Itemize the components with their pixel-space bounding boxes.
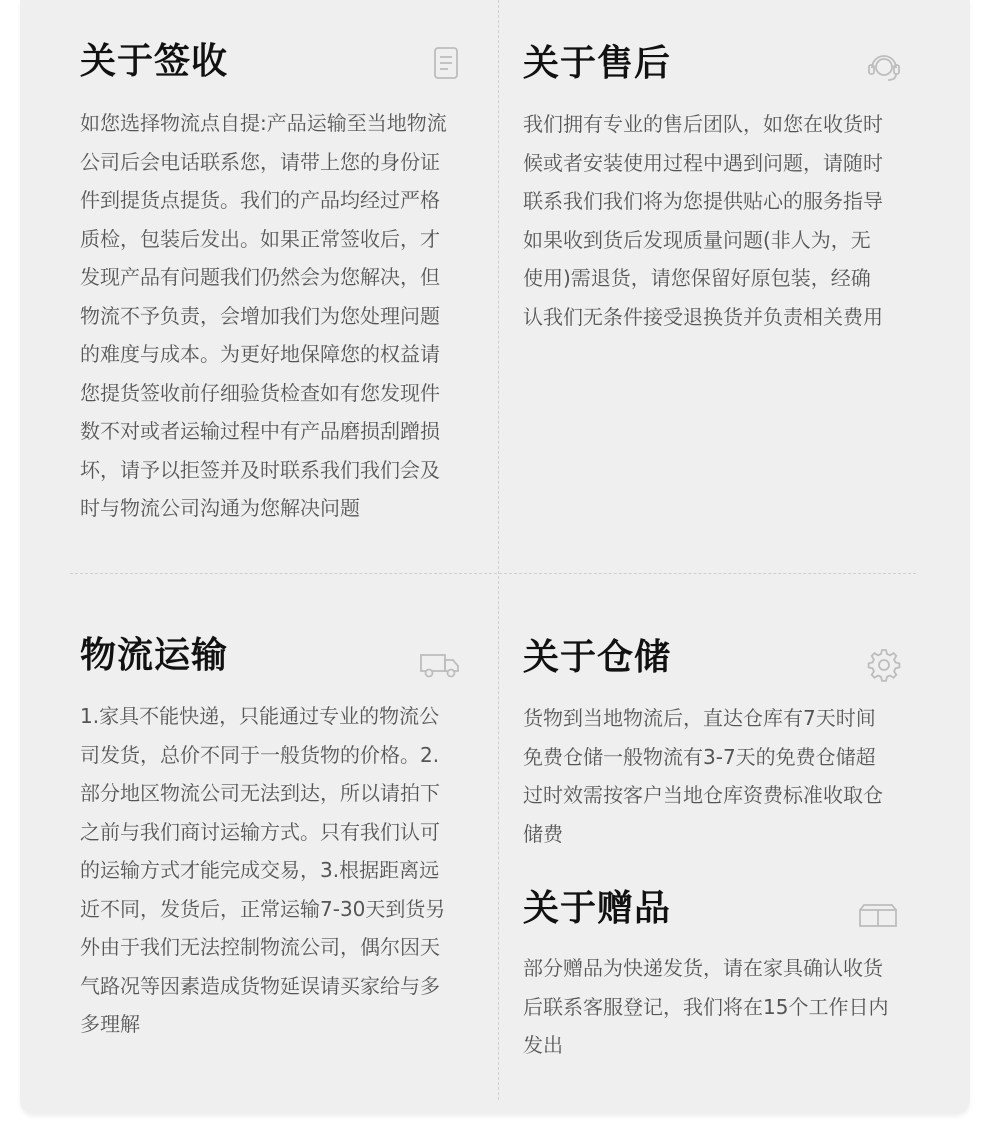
headset-icon: [864, 46, 904, 86]
gift-box-icon: [856, 898, 900, 938]
section-body: 1.家具不能快递，只能通过专业的物流公 司发货，总价不同于一般货物的价格。2. 部分地区物流公司无法到达，所以请拍下 之前与我们商讨运输方式。只有我们认可 的运输方式才能完成交易，3.根据距离远 近不同，发货后，正常运输7-30天到货另 外由于我们无法控制物流公司，偶尔因天 气路况等因素造成货物延误请买家给与多 多理解: [80, 704, 446, 1036]
horizontal-divider: [70, 573, 916, 574]
truck-icon: [418, 646, 462, 686]
section-logistics: [80, 634, 490, 1064]
document-icon: [428, 44, 468, 84]
vertical-divider: [498, 0, 499, 1100]
section-body: 如您选择物流点自提:产品运输至当地物流 公司后会电话联系您，请带上您的身份证 件到提货点提货。我们的产品均经过严格 质检，包装后发出。如果正常签收后，才 发现产品有问题我们仍然会为您解决，但 物流不予负责，会增加我们为您处理问题 的难度与成本。为更好地保障您的权益请 您提货签收前仔细验货检查如有您发现件 数不对或者运输过程中有产品磨损刮蹭损 坏，请予以拒签并及时联系我们我们会及 时与物流公司沟通为您解决问题: [80, 111, 447, 520]
section-title: 物流运输: [80, 635, 229, 676]
section-after-sales: [523, 42, 933, 342]
section-title: 关于赠品: [523, 888, 672, 929]
section-title: 关于仓储: [523, 637, 672, 678]
section-title: 关于售后: [523, 43, 672, 84]
section-body: 货物到当地物流后，直达仓库有7天时间 免费仓储一般物流有3-7天的免费仓储超 过时效需按客户当地仓库资费标准收取仓 储费: [523, 706, 883, 846]
section-body: 部分赠品为快递发货，请在家具确认收货 后联系客服登记，我们将在15个工作日内 发出: [523, 956, 889, 1057]
gear-icon: [865, 646, 905, 686]
section-title: 关于签收: [80, 41, 229, 82]
section-signing: [80, 40, 490, 540]
section-body: 我们拥有专业的售后团队，如您在收货时 候或者安装使用过程中遇到问题，请随时 联系我们我们将为您提供贴心的服务指导 如果收到货后发现质量问题(非人为，无 使用)需退货，请您保留好原包装，经确 认我们无条件接受退换货并负责相关费用: [523, 112, 883, 329]
